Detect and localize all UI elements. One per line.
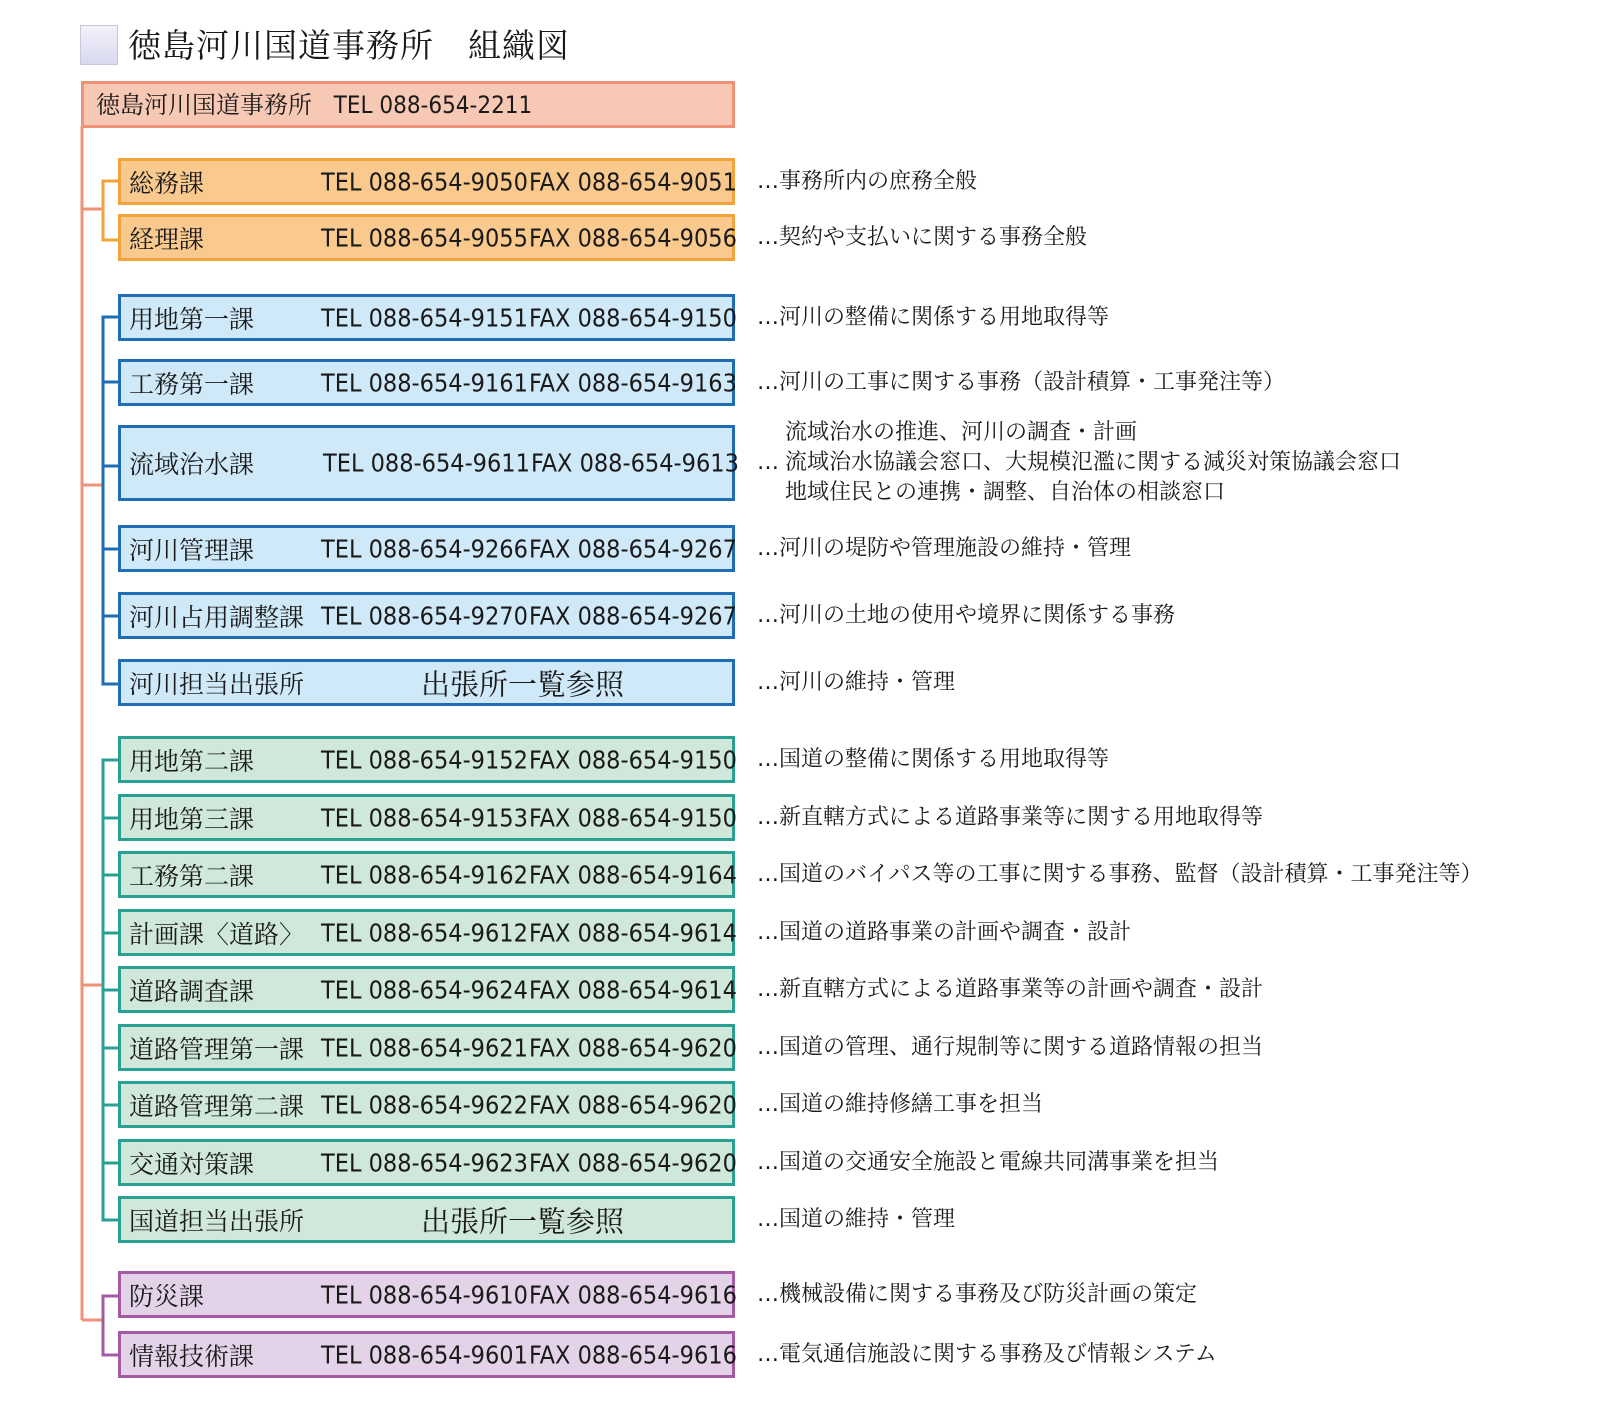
dept-fax: FAX 088-654-9150 (529, 303, 737, 332)
dept-desc: …新直轄方式による道路事業等の計画や調査・設計 (757, 977, 1264, 1002)
dept-desc: …国道の維持・管理 (757, 1207, 956, 1232)
dept-name: 道路調査課 (129, 976, 255, 1006)
dept-fax: FAX 088-654-9051 (529, 167, 737, 196)
dept-desc: …電気通信施設に関する事務及び情報システム (757, 1342, 1217, 1367)
dept-tel: TEL 088-654-9161 (321, 368, 528, 397)
dept-desc: …契約や支払いに関する事務全般 (757, 225, 1088, 250)
dept-box-land-1 (118, 294, 735, 341)
dept-box-road-management-1 (118, 1024, 735, 1071)
dept-desc: …国道の道路事業の計画や調査・設計 (757, 920, 1132, 945)
dept-box-information-technology (118, 1331, 735, 1378)
dept-fax: FAX 088-654-9614 (529, 975, 737, 1004)
general-bracket (103, 181, 118, 240)
river-bracket (103, 317, 118, 684)
dept-tel: TEL 088-654-9162 (321, 860, 528, 889)
dept-name: 計画課〈道路〉 (129, 919, 305, 949)
dept-tel: TEL 088-654-9612 (321, 918, 528, 947)
dept-desc: …国道の交通安全施設と電線共同溝事業を担当 (757, 1150, 1220, 1175)
dept-desc: …事務所内の庶務全般 (757, 169, 978, 194)
dept-name: 防災課 (129, 1281, 205, 1311)
dept-name: 道路管理第一課 (129, 1034, 305, 1064)
dept-box-river-field-offices (118, 659, 735, 706)
dept-fax: FAX 088-654-9150 (529, 803, 737, 832)
dept-name: 国道担当出張所 (129, 1206, 305, 1236)
dept-desc: …河川の工事に関する事務（設計積算・工事発注等） (757, 370, 1286, 395)
dept-box-road-field-offices (118, 1196, 735, 1243)
dept-box-river-occupancy (118, 592, 735, 639)
dept-box-river-management (118, 525, 735, 572)
dept-box-road-management-2 (118, 1081, 735, 1128)
dept-box-works-1 (118, 359, 735, 406)
dept-box-works-2 (118, 851, 735, 898)
dept-name: 工務第二課 (129, 861, 255, 891)
dept-fax: FAX 088-654-9620 (529, 1033, 737, 1062)
dept-name: 流域治水課 (129, 450, 255, 479)
dept-box-traffic-measures (118, 1139, 735, 1186)
dept-name: 用地第二課 (129, 746, 255, 776)
dept-box-road-survey (118, 966, 735, 1013)
dept-tel: TEL 088-654-9601 (321, 1340, 528, 1369)
dept-fax: FAX 088-654-9150 (529, 745, 737, 774)
dept-tel: TEL 088-654-9611 (323, 448, 530, 478)
dept-desc: …河川の維持・管理 (757, 670, 956, 695)
dept-name: 用地第三課 (129, 804, 255, 834)
dept-box-land-3 (118, 794, 735, 841)
dept-tel: TEL 088-654-9623 (321, 1148, 528, 1177)
office-list-reference: 出張所一覧参照 (421, 1204, 625, 1238)
dept-box-disaster-prevention (118, 1271, 735, 1318)
root-office-tel: TEL 088-654-2211 (333, 91, 533, 119)
tech-bracket (103, 1296, 118, 1355)
root-office-box (81, 81, 735, 128)
dept-desc: …国道の管理、通行規制等に関する道路情報の担当 (757, 1035, 1264, 1060)
dept-tel: TEL 088-654-9055 (321, 223, 528, 252)
dept-tel: TEL 088-654-9050 (321, 167, 528, 196)
office-list-reference: 出張所一覧参照 (421, 667, 625, 701)
dept-fax: FAX 088-654-9267 (529, 601, 737, 630)
page-title: 徳島河川国道事務所 組織図 (128, 26, 570, 65)
dept-desc: …機械設備に関する事務及び防災計画の策定 (757, 1282, 1198, 1307)
dept-desc: …河川の土地の使用や境界に関係する事務 (757, 603, 1176, 628)
dept-fax: FAX 088-654-9613 (531, 448, 739, 478)
dept-fax: FAX 088-654-9164 (529, 860, 737, 889)
dept-fax: FAX 088-654-9267 (529, 534, 737, 563)
dept-box-accounting (118, 214, 735, 261)
dept-desc: …河川の堤防や管理施設の維持・管理 (757, 536, 1132, 561)
root-office-name: 徳島河川国道事務所 (96, 91, 312, 119)
dept-name: 工務第一課 (129, 369, 255, 399)
dept-name: 交通対策課 (129, 1149, 255, 1179)
dept-name: 河川担当出張所 (129, 669, 305, 699)
dept-desc: …国道のバイパス等の工事に関する事務、監督（設計積算・工事発注等） (757, 862, 1483, 887)
dept-tel: TEL 088-654-9621 (321, 1033, 528, 1062)
dept-tel: TEL 088-654-9153 (321, 803, 528, 832)
dept-desc: …河川の整備に関係する用地取得等 (757, 305, 1110, 330)
title-marker-icon (80, 25, 118, 65)
dept-tel: TEL 088-654-9624 (321, 975, 528, 1004)
dept-box-road-planning (118, 909, 735, 956)
dept-fax: FAX 088-654-9614 (529, 918, 737, 947)
dept-name: 道路管理第二課 (129, 1091, 305, 1121)
desc-line: 流域治水の推進、河川の調査・計画 (785, 420, 1138, 445)
dept-fax: FAX 088-654-9620 (529, 1090, 737, 1119)
dept-tel: TEL 088-654-9266 (321, 534, 528, 563)
dept-name: 用地第一課 (129, 304, 255, 334)
desc-line: 流域治水協議会窓口、大規模氾濫に関する減災対策協議会窓口 (785, 450, 1402, 475)
dept-box-general-affairs (118, 158, 735, 205)
dept-desc: …国道の維持修繕工事を担当 (757, 1092, 1044, 1117)
dept-fax: FAX 088-654-9620 (529, 1148, 737, 1177)
dept-name: 総務課 (129, 168, 205, 198)
dept-box-basin-flood-control (118, 425, 739, 501)
dept-tel: TEL 088-654-9151 (321, 303, 528, 332)
dept-box-land-2 (118, 736, 735, 783)
dept-tel: TEL 088-654-9270 (321, 601, 528, 630)
dept-fax: FAX 088-654-9056 (529, 223, 737, 252)
dept-tel: TEL 088-654-9152 (321, 745, 528, 774)
dept-tel: TEL 088-654-9610 (321, 1280, 528, 1309)
dept-fax: FAX 088-654-9616 (529, 1280, 737, 1309)
dept-tel: TEL 088-654-9622 (321, 1090, 528, 1119)
dept-fax: FAX 088-654-9616 (529, 1340, 737, 1369)
desc-line: 地域住民との連携・調整、自治体の相談窓口 (785, 480, 1226, 505)
dept-name: 経理課 (129, 224, 205, 254)
dept-name: 河川占用調整課 (129, 602, 305, 632)
dept-name: 河川管理課 (129, 535, 255, 565)
dept-name: 情報技術課 (129, 1341, 255, 1371)
dept-desc: …新直轄方式による道路事業等に関する用地取得等 (757, 805, 1264, 830)
desc-prefix: … (757, 450, 779, 475)
dept-desc: …国道の整備に関係する用地取得等 (757, 747, 1110, 772)
dept-fax: FAX 088-654-9163 (529, 368, 737, 397)
